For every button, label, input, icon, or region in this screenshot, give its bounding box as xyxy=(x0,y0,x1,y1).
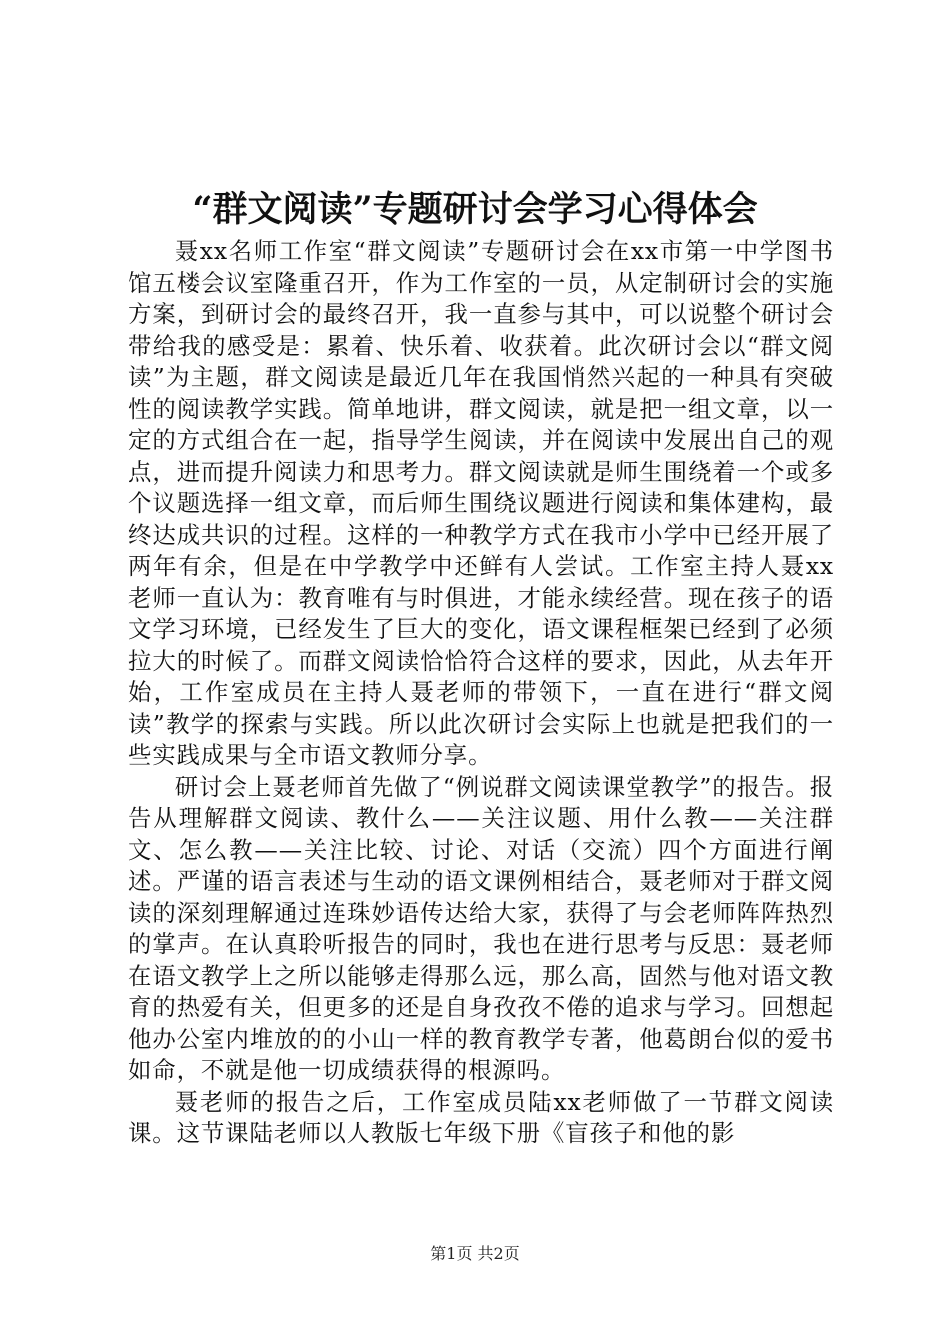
paragraph-1: 聂xx名师工作室“群文阅读”专题研讨会在xx市第一中学图书馆五楼会议室隆重召开，作为工作室的一员，从定制研讨会的实施方案，到研讨会的最终召开，我一直参与其中，可以说整个研讨会带给我的感受是：累着、快乐着、收获着。此次研讨会以“群文阅读”为主题，群文阅读是最近几年在我国悄然兴起的一种具有突破性的阅读教学实践。简单地讲，群文阅读，就是把一组文章，以一定的方式组合在一起，指导学生阅读，并在阅读中发展出自己的观点，进而提升阅读力和思考力。群文阅读就是师生围绕着一个或多个议题选择一组文章，而后师生围绕议题进行阅读和集体建构，最终达成共识的过程。这样的一种教学方式在我市小学中已经开展了两年有余，但是在中学教学中还鲜有人尝试。工作室主持人聂xx老师一直认为：教育唯有与时俱进，才能永续经营。现在孩子的语文学习环境，已经发生了巨大的变化，语文课程框架已经到了必须拉大的时候了。而群文阅读恰恰符合这样的要求，因此，从去年开始，工作室成员在主持人聂老师的带领下，一直在进行“群文阅读”教学的探索与实践。所以此次研讨会实际上也就是把我们的一些实践成果与全市语文教师分享。 xyxy=(128,237,834,769)
paragraph-2: 研讨会上聂老师首先做了“例说群文阅读课堂教学”的报告。报告从理解群文阅读、教什么——关注议题、用什么教——关注群文、怎么教——关注比较、讨论、对话（交流）四个方面进行阐述。严谨的语言表述与生动的语文课例相结合，聂老师对于群文阅读的深刻理解通过连珠妙语传达给大家，获得了与会老师阵阵热烈的掌声。在认真聆听报告的同时，我也在进行思考与反思：聂老师在语文教学上之所以能够走得那么远，那么高，固然与他对语文教育的热爱有关，但更多的还是自身孜孜不倦的追求与学习。回想起他办公室内堆放的的小山一样的教育教学专著，他葛朗台似的爱书如命，不就是他一切成绩获得的根源吗。 xyxy=(128,772,834,1084)
document-body xyxy=(128,236,834,1150)
document-title: “群文阅读”专题研讨会学习心得体会 xyxy=(192,189,758,230)
paragraph-3: 聂老师的报告之后，工作室成员陆xx老师做了一节群文阅读课。这节课陆老师以人教版七年级下册《盲孩子和他的影 xyxy=(128,1087,834,1147)
page-footer: 第1页 共2页 xyxy=(430,1244,520,1263)
